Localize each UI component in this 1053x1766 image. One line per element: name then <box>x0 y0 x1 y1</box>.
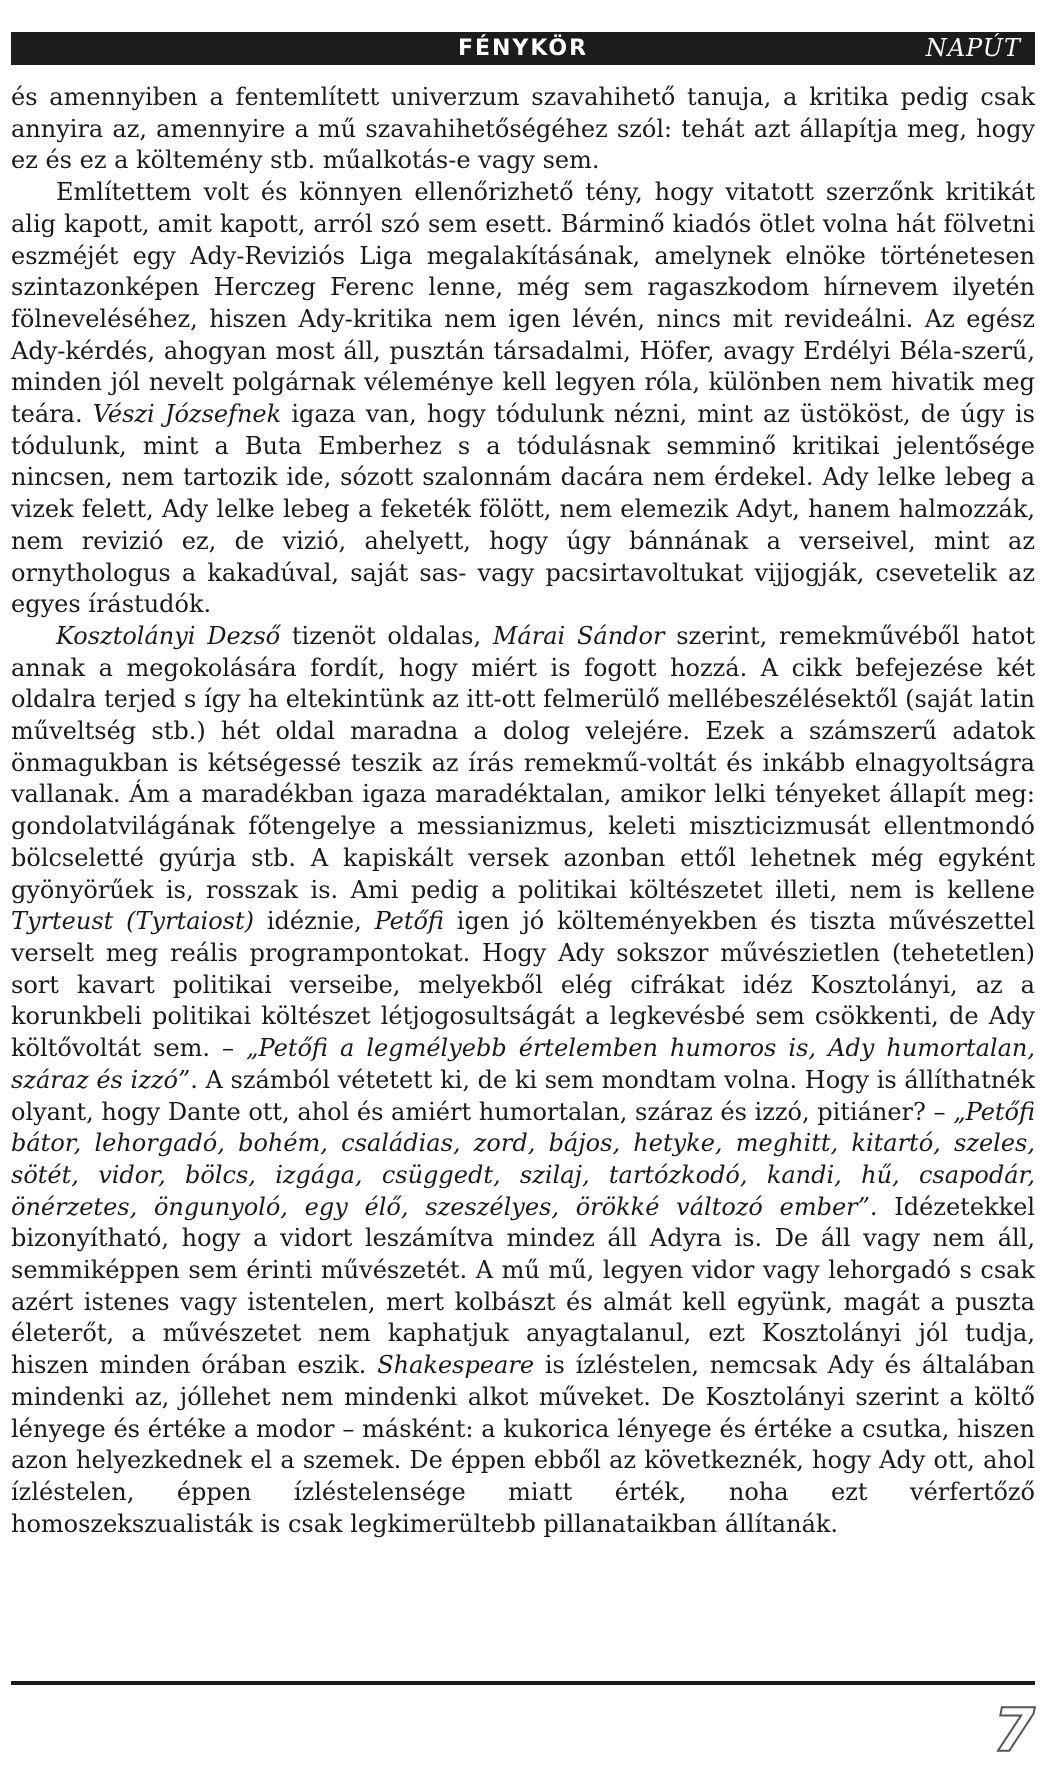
italic-run: Petőfi <box>374 907 444 936</box>
text-run: igen jó költeményekben és tiszta művészettel verselt meg reális programpontokat. Hogy Ady sokszor művészietlen (tehetetlen) sort kavart politikai verseibe, melyekből elég cifrákat idéz Kosztolányi, az a korunkbeli politikai költészet létjogosultságát a legkevésbé sem csökkenti, de Ady költővoltát sem. – <box>11 907 1036 1063</box>
italic-run: Márai Sándor <box>492 621 665 650</box>
journal-logo: NAPÚT <box>925 34 1021 62</box>
section-title: FÉNYKÖR <box>457 36 589 61</box>
italic-run: Shakespeare <box>377 1351 535 1380</box>
text-run: Említettem volt és könnyen ellenőrizhető tény, hogy vitatott szerzőnk kritikát alig kapott, amit kapott, arról szó sem esett. Bárminő kiadós ötlet volna hát fölvetni eszméjét egy Ady-Reviziós Liga megalakításának, amelynek elnöke történetesen szintazonképen Herczeg Ferenc lenne, még sem ragaszkodom hírnevem ilyetén fölneveléséhez, hiszen Ady-kritika nem igen lévén, nincs mit revideálni. Az egész Ady-kérdés, ahogyan most áll, pusztán társadalmi, Höfer, avagy Erdélyi Béla-szerű, minden jól nevelt polgárnak véleménye kell legyen róla, különben nem hivatik meg teára. <box>11 178 1035 429</box>
paragraph <box>11 177 1035 621</box>
italic-run: Tyrteust (Tyrtaiost) <box>11 907 254 936</box>
text-run: . Idézetekkel bizonyítható, hogy a vidort leszámítva mindez áll Adyra is. De áll vagy nem áll, semmiképpen sem érinti művészetét. A mű mű, legyen vidor vagy lehorgadó s csak azért istenes vagy istentelen, mert kolbászt és almát kell együnk, magát a puszta életerőt, a művészetet nem kaphatjuk anyagtalanul, ezt Kosztolányi jól tudja, hiszen minden órában eszik. <box>11 1192 1035 1380</box>
running-header <box>11 32 1035 65</box>
text-run: igaza van, hogy tódulunk nézni, mint az üstököst, de úgy is tódulunk, mint a Buta Emberhez s a tódulásnak semminő kritikai jelentősége nincsen, nem tartozik ide, sózott szalonnám dacára nem érdekel. Ady lelke lebeg a vizek felett, Ady lelke lebeg a feketék fölött, nem elemezik Adyt, hanem halmozzák, nem revizió ez, de vizió, ahelyett, hogy úgy bánnának a verseivel, mint az ornythologus a kakadúval, saját sas- vagy pacsirtavoltukat vijjogják, csevetelik az egyes írástudók. <box>11 400 1035 619</box>
italic-run: Kosztolányi Dezső <box>56 621 281 650</box>
italic-run: „Petőfi bátor, lehorgadó, bohém, családias, zord, bájos, hetyke, meghitt, kitartó, szeles, sötét, vidor, bölcs, izgága, csüggedt, szilaj, tartózkodó, kandi, hű, csapodár, önérzetes, öngunyoló, egy élő, szeszélyes, örökké változó ember” <box>11 1097 1035 1221</box>
text-run: is ízléstelen, nemcsak Ady és általában mindenki az, jóllehet nem mindenki alkot műveket. De Kosztolányi szerint a költő lényege és értéke a modor – másként: a kukorica lényege és értéke a csutka, hiszen azon helyezkednek el a szemek. De éppen ebből az következnék, hogy Ady ott, ahol ízléstelen, éppen ízléstelensége miatt érték, noha ezt vérfertőző homoszekszualisták is csak legkimerültebb pillanataikban állítanák. <box>11 1351 1035 1538</box>
paragraph <box>11 621 1035 1540</box>
italic-run: Vészi Józsefnek <box>92 400 282 429</box>
footer-rule <box>11 1681 1035 1685</box>
italic-run: „Petőfi a legmélyebb értelemben humoros is, Ady humortalan, száraz és izzó” <box>11 1034 1035 1094</box>
page-number: 7 <box>993 1696 1035 1766</box>
text-run: és amennyiben a fentemlített univerzum szavahihető tanuja, a kritika pedig csak annyira az, amennyire a mű szavahihetőségéhez szól: tehát azt állapítja meg, hogy ez és ez a költemény stb. műalkotás-e vagy sem. <box>11 83 1035 175</box>
text-run: idéznie, <box>253 907 375 936</box>
article-body <box>11 82 1035 1540</box>
paragraph <box>11 82 1035 177</box>
text-run: szerint, remekművéből hatot annak a megokolására fordít, hogy miért is fogott hozzá. A cikk befejezése két oldalra terjed s így ha eltekintünk az itt-ott felmerülő mellébeszélésektől (saját latin műveltség stb.) hét oldal maradna a dolog velejére. Ezek a számszerű adatok önmagukban is kétségessé teszik az írás remekmű-voltát és inkább elnagyoltságra vallanak. Ám a maradékban igaza maradéktalan, amikor lelki tényeket állapít meg: gondolatvilágának főtengelye a messianizmus, keleti miszticizmusát ellentmondó bölcseletté gyúrja stb. A kapiskált versek azonban ettől lehetnek még egyként gyönyörűek is, rosszak is. Ami pedig a politikai költészetet illeti, nem is kellene <box>11 621 1035 904</box>
text-run: tizenöt oldalas, <box>280 621 493 650</box>
text-run: . A számból vétetett ki, de ki sem mondtam volna. Hogy is állíthatnék olyant, hogy Dante ott, ahol és amiért humortalan, száraz és izzó, pitiáner? – <box>11 1065 1036 1126</box>
